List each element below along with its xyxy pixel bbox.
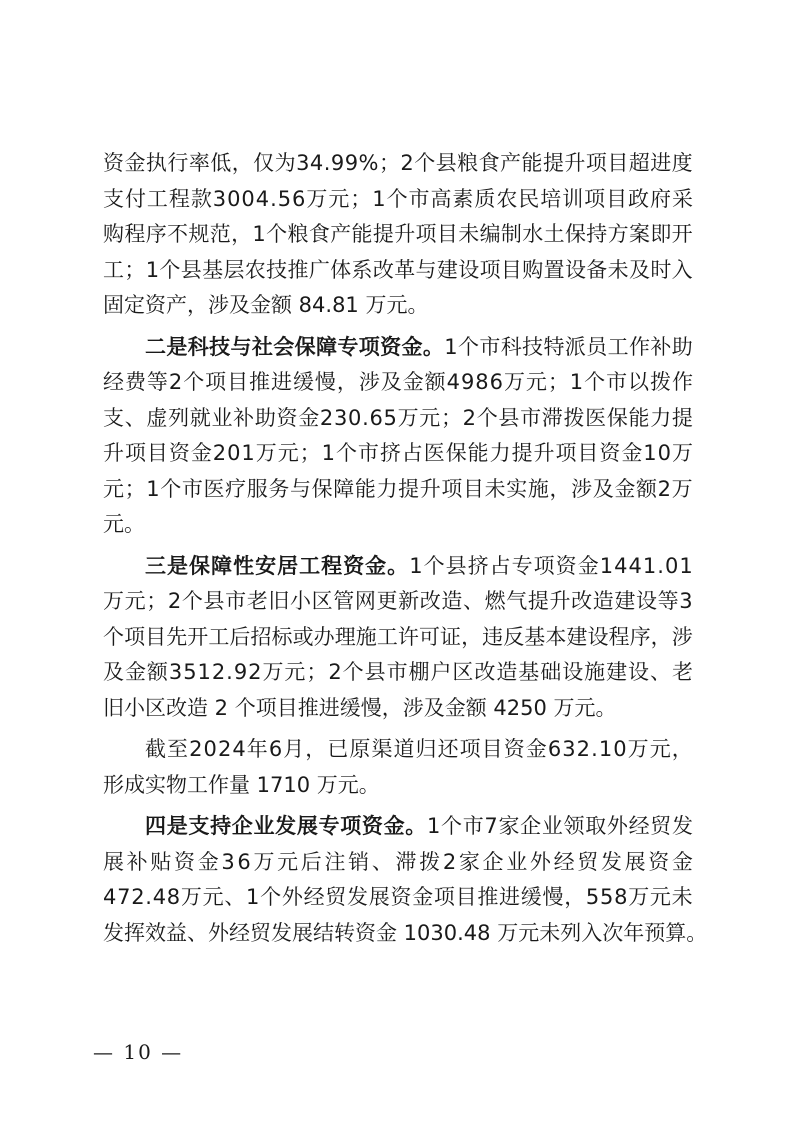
text-line: 支 付 工 程 款 3 0 0 4 . 5 6 万 元 ； 1 个 市 高 素 质 农 民 培 训 项 目 政 府 采	[103, 186, 693, 211]
text-line: 元。	[103, 512, 145, 536]
text-line: 及 金 额 3 5 1 2 . 9 2 万 元 ； 2 个 县 市 棚 户 区 改 造 基 础 设 施 建 设 、 老	[103, 660, 693, 684]
text-line: 元 ； 1 个 市 医 疗 服 务 与 保 障 能 力 提 升 项 目 未 实 施 ， 涉 及 金 额 2 万	[103, 476, 693, 501]
text-line: 工 ； 1 个 县 基 层 农 技 推 广 体 系 改 革 与 建 设 项 目 购 置 设 备 未 及 时 入	[103, 257, 693, 282]
text-line: 四 是 支 持 企 业 发 展 专 项 资 金 。 1 个 市 7 家 企 业 领 取 外 经 贸 发	[145, 814, 693, 838]
text-line: 形成实物工作量 1710 万元。	[103, 772, 380, 797]
text-line: 经 费 等 2 个 项 目 推 进 缓 慢 ， 涉 及 金 额 4 9 8 6 万 元 ； 1 个 市 以 拨 作	[103, 370, 693, 394]
text-line: 二 是 科 技 与 社 会 保 障 专 项 资 金 。 1 个 市 科 技 特 派 员 工 作 补 助	[145, 334, 693, 359]
text-line: 截 至 2 0 2 4 年 6 月 ， 已 原 渠 道 归 还 项 目 资 金 6 3 2 . 1 0 万 元 ，	[145, 737, 693, 761]
paragraph	[103, 549, 693, 727]
text-line: 固定资产，涉及金额 84.81 万元。	[103, 293, 429, 317]
text-line: 旧小区改造 2 个项目推进缓慢，涉及金额 4250 万元。	[103, 695, 617, 720]
text-line: 支 、 虚 列 就 业 补 助 资 金 2 3 0 . 6 5 万 元 ； 2 个 县 市 滞 拨 医 保 能 力 提	[103, 405, 693, 430]
text-line: 发挥效益、外经贸发展结转资金 1030.48 万元未列入次年预算。	[103, 920, 708, 945]
body-text	[103, 146, 708, 957]
paragraph-spacer	[103, 951, 693, 957]
text-line: 个 项 目 先 开 工 后 招 标 或 办 理 施 工 许 可 证 ， 违 反 基 本 建 设 程 序 ， 涉	[103, 624, 693, 649]
text-line: 三 是 保 障 性 安 居 工 程 资 金 。 1 个 县 挤 占 专 项 资 金 1 4 4 1 . 0 1	[145, 553, 693, 578]
paragraph	[103, 330, 693, 543]
text-line: 升 项 目 资 金 2 0 1 万 元 ； 1 个 市 挤 占 医 保 能 力 提 升 项 目 资 金 1 0 万	[103, 441, 693, 465]
page-number: — 10 —	[93, 1040, 184, 1064]
paragraph	[103, 732, 693, 803]
text-line: 万 元 ； 2 个 县 市 老 旧 小 区 管 网 更 新 改 造 、 燃 气 提 升 改 造 建 设 等 3	[103, 589, 693, 613]
paragraph	[103, 809, 708, 951]
paragraph	[103, 146, 693, 324]
text-line: 购 程 序 不 规 范 ， 1 个 粮 食 产 能 提 升 项 目 未 编 制 水 土 保 持 方 案 即 开	[103, 222, 693, 246]
text-line: 4 7 2 . 4 8 万 元 、 1 个 外 经 贸 发 展 资 金 项 目 推 进 缓 慢 ， 5 5 8 万 元 未	[103, 885, 693, 909]
text-line: 资 金 执 行 率 低 ， 仅 为 3 4 . 9 9 % ； 2 个 县 粮 食 产 能 提 升 项 目 超 进 度	[103, 151, 693, 175]
text-line: 展 补 贴 资 金 3 6 万 元 后 注 销 、 滞 拨 2 家 企 业 外 经 贸 发 展 资 金	[103, 849, 693, 874]
